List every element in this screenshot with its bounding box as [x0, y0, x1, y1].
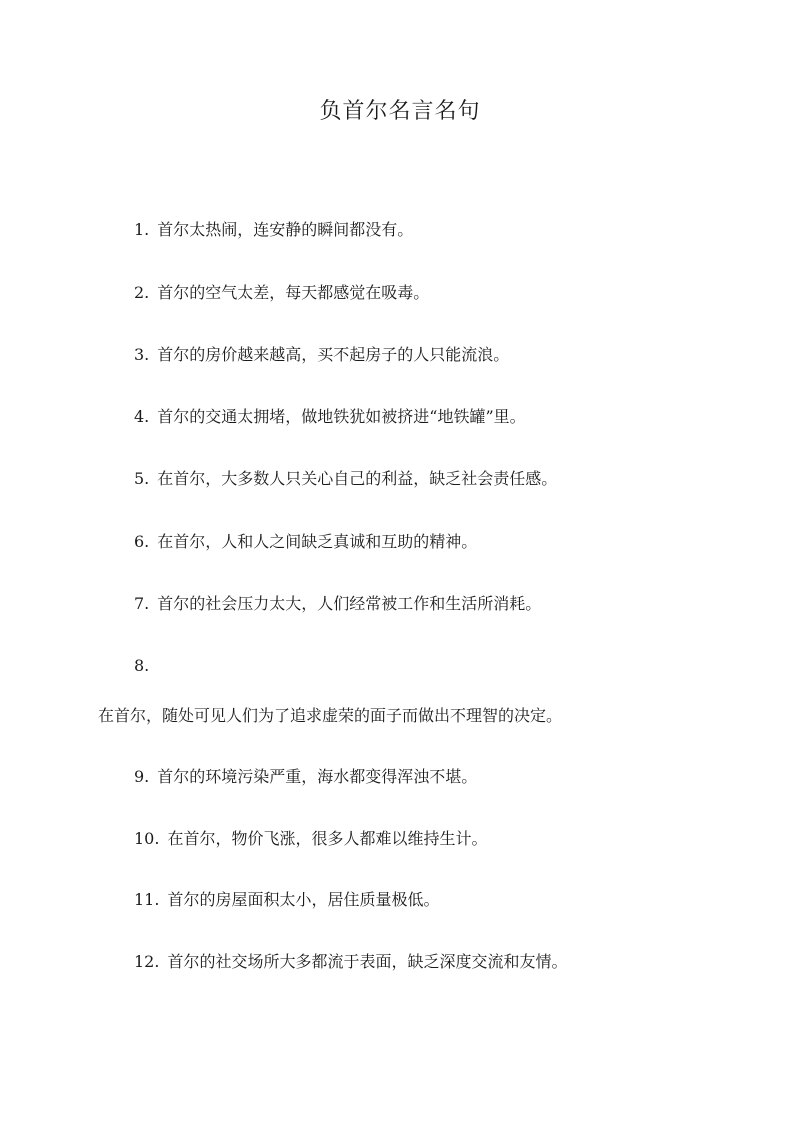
- list-item-text: 首尔的社会压力太大，人们经常被工作和生活所消耗。: [157, 594, 542, 613]
- list-item-number: 6.: [134, 532, 150, 551]
- page-title: 负首尔名言名句: [319, 99, 481, 124]
- list-item-number: 2.: [134, 283, 150, 302]
- list-item-text: 首尔的交通太拥堵，做地铁犹如被挤进“地铁罐”里。: [157, 407, 526, 426]
- list-item: [134, 343, 509, 367]
- list-item: [134, 827, 487, 851]
- list-item-text: 首尔太热闹，连安静的瞬间都没有。: [157, 220, 414, 239]
- list-item-text: 首尔的环境污染严重，海水都变得浑浊不堪。: [157, 767, 478, 786]
- list-item-number: 1.: [134, 220, 150, 239]
- list-item: [134, 281, 429, 305]
- list-item-number: 7.: [134, 594, 150, 613]
- list-item-number: 12.: [134, 952, 160, 971]
- list-item: [134, 467, 557, 491]
- list-item-text: 首尔的空气太差，每天都感觉在吸毒。: [157, 283, 430, 302]
- list-item-text: 首尔的社交场所大多都流于表面，缺乏深度交流和友情。: [167, 952, 568, 971]
- list-item-text: 首尔的房屋面积太小，居住质量极低。: [167, 890, 440, 909]
- list-item-text: 在首尔，物价飞涨，很多人都难以维持生计。: [167, 829, 488, 848]
- list-item-number: 11.: [134, 890, 160, 909]
- list-item: [134, 950, 567, 974]
- list-item-number: 4.: [134, 407, 150, 426]
- list-item: [134, 592, 541, 616]
- list-item-text: 首尔的房价越来越高，买不起房子的人只能流浪。: [157, 345, 510, 364]
- list-item-text: 在首尔，随处可见人们为了追求虚荣的面子而做出不理智的决定。: [98, 706, 563, 725]
- list-item: [134, 405, 526, 429]
- list-item-number: 8.: [134, 656, 150, 675]
- list-item: [134, 888, 439, 912]
- list-item-number: 3.: [134, 345, 150, 364]
- list-item: [134, 218, 413, 242]
- list-item-number: 9.: [134, 767, 150, 786]
- list-item-number: 10.: [134, 829, 160, 848]
- list-item: [134, 765, 477, 789]
- list-item-text: 在首尔，大多数人只关心自己的利益，缺乏社会责任感。: [157, 469, 558, 488]
- list-item-text: 在首尔，人和人之间缺乏真诚和互助的精神。: [157, 532, 478, 551]
- list-item: [134, 530, 477, 554]
- list-item-number: 5.: [134, 469, 150, 488]
